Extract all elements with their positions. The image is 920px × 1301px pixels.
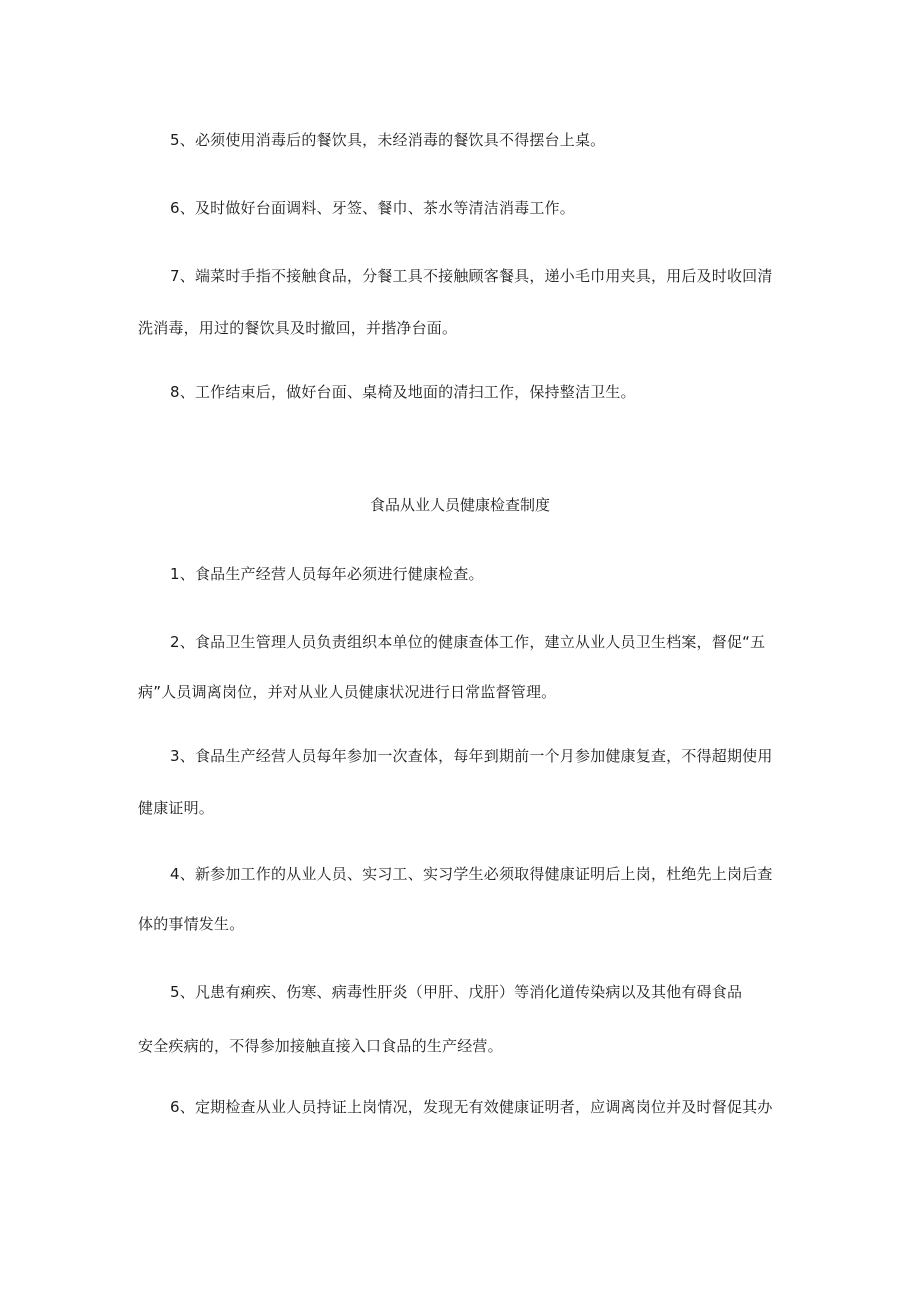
- health-item-3-line-1: 3、食品生产经营人员每年参加一次查体，每年到期前一个月参加健康复查，不得超期使用: [170, 747, 773, 765]
- health-item-2-line-1: 2、食品卫生管理人员负责组织本单位的健康查体工作，建立从业人员卫生档案，督促“五: [170, 633, 766, 651]
- rule-item-5: 5、必须使用消毒后的餐饮具，未经消毒的餐饮具不得摆台上桌。: [170, 131, 606, 149]
- health-item-5-line-2: 安全疾病的，不得参加接触直接入口食品的生产经营。: [138, 1037, 503, 1055]
- health-item-5-line-1: 5、凡患有痢疾、伤寒、病毒性肝炎（甲肝、戊肝）等消化道传染病以及其他有碍食品: [170, 983, 743, 1001]
- health-item-2-line-2: 病”人员调离岗位，并对从业人员健康状况进行日常监督管理。: [138, 683, 557, 701]
- health-item-3-line-2: 健康证明。: [138, 799, 215, 817]
- health-item-1: 1、食品生产经营人员每年必须进行健康检查。: [170, 565, 484, 583]
- rule-item-7-line-1: 7、端菜时手指不接触食品，分餐工具不接触顾客餐具，递小毛巾用夹具，用后及时收回清: [170, 267, 773, 285]
- health-item-6-line-1: 6、定期检查从业人员持证上岗情况，发现无有效健康证明者，应调离岗位并及时督促其办: [170, 1098, 773, 1116]
- rule-item-7-line-2: 洗消毒，用过的餐饮具及时撤回，并揩净台面。: [138, 319, 458, 337]
- section-title: 食品从业人员健康检查制度: [369, 496, 550, 514]
- rule-item-8: 8、工作结束后，做好台面、桌椅及地面的清扫工作，保持整洁卫生。: [170, 383, 636, 401]
- rule-item-6: 6、及时做好台面调料、牙签、餐巾、茶水等清洁消毒工作。: [170, 199, 575, 217]
- health-item-4-line-2: 体的事情发生。: [138, 915, 245, 933]
- health-item-4-line-1: 4、新参加工作的从业人员、实习工、实习学生必须取得健康证明后上岗，杜绝先上岗后查: [170, 865, 773, 883]
